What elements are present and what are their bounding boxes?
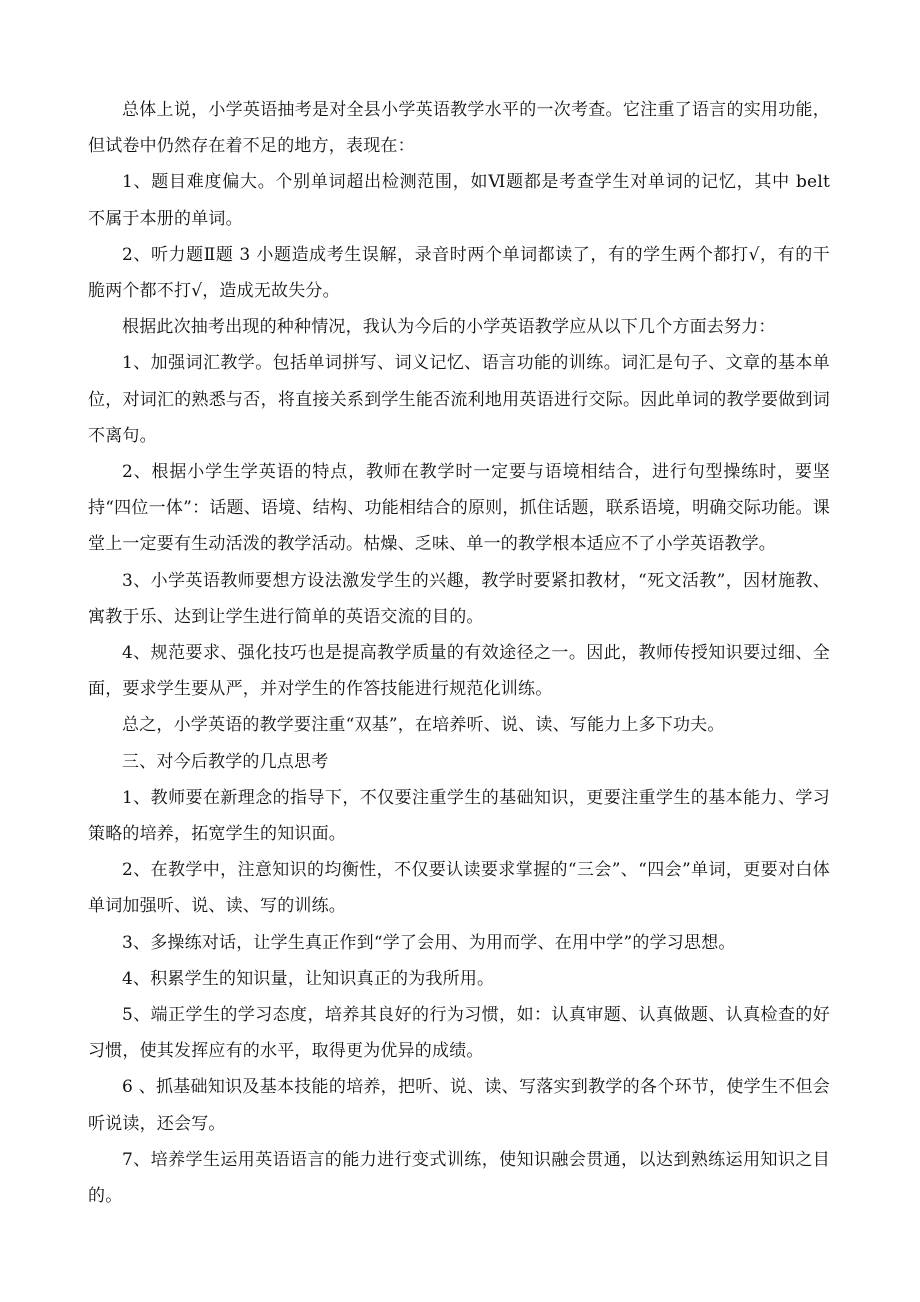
paragraph-effort-1: 1、加强词汇教学。包括单词拼写、词义记忆、语言功能的训练。词汇是句子、文章的基本单位，对词汇的熟悉与否，将直接关系到学生能否流利地用英语进行交际。因此单词的教学要做到词不离句。 [88,353,830,446]
paragraph-efforts-intro: 根据此次抽考出现的种种情况，我认为今后的小学英语教学应从以下几个方面去努力： [122,317,776,338]
paragraph-reflection-5: 5、端正学生的学习态度，培养其良好的行为习惯，如：认真审题、认真做题、认真检查的好习惯，使其发挥应有的水平，取得更为优异的成绩。 [88,1005,830,1062]
paragraph-reflection-3: 3、多操练对话，让学生真正作到“学了会用、为用而学、在用中学”的学习思想。 [122,932,736,953]
paragraph-reflection-7: 7、培养学生运用英语语言的能力进行变式训练，使知识融会贯通，以达到熟练运用知识之目的。 [88,1149,830,1207]
paragraph-reflection-1: 1、教师要在新理念的指导下，不仅要注重学生的基础知识，更要注重学生的基本能力、学习策略的培养，拓宽学生的知识面。 [88,787,830,845]
paragraph-issue-1: 1、题目难度偏大。个别单词超出检测范围，如Ⅵ题都是考查学生对单词的记忆，其中 belt 不属于本册的单词。 [88,172,830,229]
paragraph-reflection-4: 4、积累学生的知识量，让知识真正的为我所用。 [122,968,495,989]
paragraph-summary: 总体上说，小学英语抽考是对全县小学英语教学水平的一次考查。它注重了语言的实用功能，但试卷中仍然存在着不足的地方，表现在： [88,100,830,157]
paragraph-conclusion: 总之，小学英语的教学要注重“双基”，在培养听、说、读、写能力上多下功夫。 [122,715,725,736]
paragraph-effort-4: 4、规范要求、强化技巧也是提高教学质量的有效途径之一。因此，教师传授知识要过细、全面，要求学生要从严，并对学生的作答技能进行规范化训练。 [88,643,830,700]
paragraph-reflection-6: 6 、抓基础知识及基本技能的培养，把听、说、读、写落实到教学的各个环节，使学生不但会听说读，还会写。 [88,1077,830,1134]
section-heading-reflections: 三、对今后教学的几点思考 [122,751,329,772]
document-body [88,92,830,1214]
paragraph-issue-2: 2、听力题Ⅱ题 3 小题造成考生误解，录音时两个单词都读了，有的学生两个都打√，有的干脆两个都不打√，造成无故失分。 [88,244,830,302]
paragraph-reflection-2: 2、在教学中，注意知识的均衡性，不仅要认读要求掌握的“三会”、“四会”单词，更要对白体单词加强听、说、读、写的训练。 [88,860,830,917]
paragraph-effort-2: 2、根据小学生学英语的特点，教师在教学时一定要与语境相结合，进行句型操练时，要坚持“四位一体”：话题、语境、结构、功能相结合的原则，抓住话题，联系语境，明确交际功能。课堂上一定要有生动活泼的教学活动。枯燥、乏味、单一的教学根本适应不了小学英语教学。 [88,462,830,555]
paragraph-effort-3: 3、小学英语教师要想方设法激发学生的兴趣，教学时要紧扣教材，“死文活教”，因材施教、寓教于乐、达到让学生进行简单的英语交流的目的。 [88,570,830,627]
